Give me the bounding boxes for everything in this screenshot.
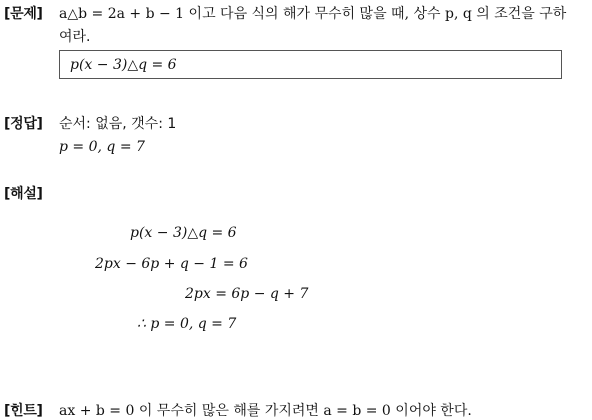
- solution-step-2: 2px − 6p + q − 1 = 6: [95, 256, 248, 272]
- explanation-label: [해설]: [4, 186, 43, 202]
- answer-order-count: 순서: 없음, 갯수: 1: [59, 116, 177, 132]
- equation-box: [59, 50, 562, 79]
- answer-values: p = 0, q = 7: [59, 139, 145, 155]
- hint-text: ax + b = 0 이 무수히 많은 해를 가지려면 a = b = 0 이어야 한다.: [59, 403, 472, 419]
- problem-text-line1: a△b = 2a + b − 1 이고 다음 식의 해가 무수히 많을 때, 상수 p, q 의 조건을 구하: [59, 6, 567, 22]
- problem-text-line2: 여라.: [59, 29, 91, 45]
- answer-label: [정답]: [4, 116, 43, 132]
- solution-conclusion: ∴ p = 0, q = 7: [137, 316, 237, 332]
- solution-step-3: 2px = 6p − q + 7: [185, 286, 309, 302]
- hint-label: [힌트]: [4, 403, 43, 419]
- problem-label: [문제]: [4, 6, 43, 22]
- solution-step-1: p(x − 3)△q = 6: [130, 225, 237, 241]
- boxed-equation: p(x − 3)△q = 6: [70, 57, 177, 73]
